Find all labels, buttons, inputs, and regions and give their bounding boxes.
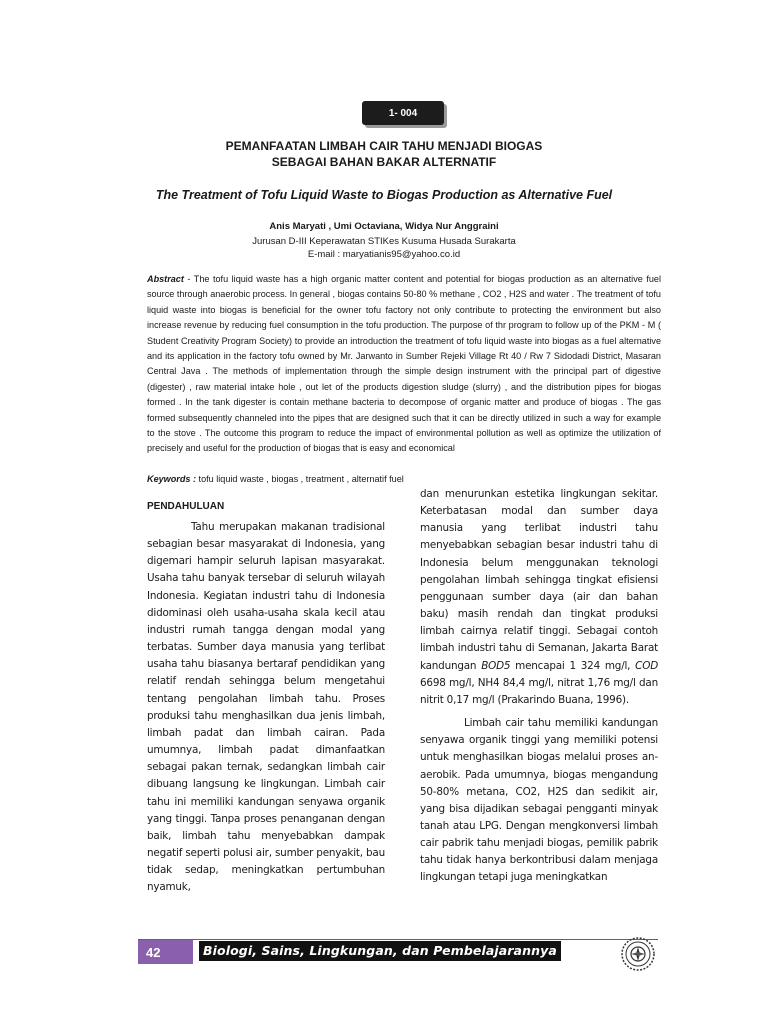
university-seal-icon <box>620 936 656 972</box>
page-number: 42 <box>138 940 193 964</box>
abstract <box>147 272 661 457</box>
section-heading: PENDAHULUAN <box>147 501 225 512</box>
affiliation: Jurusan D-III Keperawatan STIKes Kusuma Husada Surakarta <box>252 236 516 247</box>
abstract-text: - The tofu liquid waste has a high organic matter content and potential for biogas production as an alternative fuel source through anaerobic process. In general , biogas contains 50-80 % methane , CO2 , H2S and water . The treatment of tofu liquid waste into biogas is beneficial for the owner tofu factory not only contribute to protecting the environment but also increase revenue by reducing fuel consumption in the tofu production. The purpose of thr program to follow up of the PKM - M ( Student Creativity Program Society) to provide an introduction the treatment of tofu liquid waste into biogas as a fuel alternative and its application in the factory tofu owned by Mr. Jarwanto in Sumber Rejeki Village Rt 40 / Rw 7 Sidodadi District, Masaran Central Java . The methods of implementation through the simple design instrument with the principal part of digestive (digester) , raw material intake hole , out let of the products digestion sludge (slurry) , and the distribution pipes for biogas formed . In the tank digester is contain methane bacteria to decompose of organic matter and produce of biogas . The gas formed subsequently channeled into the pipes that are designed such that it can be directly utilized in such a way for example to the stove . The outcome this program to reduce the impact of environmental pollution as well as optimize the utilization of precisely and useful for the production of biogas that is easy and economical <box>147 274 661 454</box>
keywords <box>147 472 661 486</box>
footer-divider <box>138 939 658 940</box>
bod5-term: BOD5 <box>481 659 511 672</box>
article-code-badge: 1- 004 <box>362 101 444 125</box>
right-column <box>420 486 658 887</box>
article-title <box>100 138 668 170</box>
abstract-label: Abstract <box>147 274 184 284</box>
title-line-2: SEBAGAI BAHAN BAKAR ALTERNATIF <box>271 155 497 169</box>
title-line-1: PEMANFAATAN LIMBAH CAIR TAHU MENJADI BIOGAS <box>225 139 543 153</box>
right-paragraph-2: Limbah cair tahu memiliki kandungan senyawa organik tinggi yang memiliki potensi untuk menghasilkan biogas melalui proses an-aerobik. Pada umumnya, biogas mengandung 50-80% metana, CO2, H2S dan sedikit air, yang bisa dijadikan sebagai pengganti minyak tanah atau LPG. Dengan mengkonversi limbah cair pabrik tahu menjadi biogas, pemilik pabrik tahu tidak hanya berkontribusi dalam menjaga lingkungan tetapi juga meningkatkan <box>420 717 658 884</box>
left-column <box>147 519 385 896</box>
cod-term: COD <box>635 659 659 672</box>
right-p1-text-a: dan menurunkan estetika lingkungan sekitar. Keterbatasan modal dan sumber daya manusia yang terlibat industri tahu menyebabkan sebagian besar industri tahu di Indonesia belum menggunakan teknologi pengolahan limbah sehingga tingkat efisiensi penggunaan sumber daya (air dan bahan baku) masih rendah dan tingkat produksi limbah cairnya relatif tinggi. Sebagai contoh limbah industri tahu di Semanan, Jakarta Barat kandungan <box>420 488 658 672</box>
english-title: The Treatment of Tofu Liquid Waste to Biogas Production as Alternative Fuel <box>155 188 613 202</box>
right-p1-text-c: 6698 mg/l, NH4 84,4 mg/l, nitrat 1,76 mg/l dan nitrit 0,17 mg/l (Prakarindo Buana, 1996). <box>420 676 658 706</box>
right-paragraph-1 <box>420 486 658 709</box>
left-paragraph: Tahu merupakan makanan tradisional sebagian besar masyarakat di Indonesia, yang digemari hampir seluruh lapisan masyarakat. Usaha tahu banyak tersebar di seluruh wilayah Indonesia. Kegiatan industri tahu di Indonesia didominasi oleh usaha-usaha skala kecil atau industri rumah tangga dengan modal yang terbatas. Sumber daya manusia yang terlibat usaha tahu biasanya bertaraf pendidikan yang relatif rendah sehingga belum mengetahui tentang pengolahan limbah tahu. Proses produksi tahu menghasilkan dua jenis limbah, limbah padat dan limbah cairan. Pada umumnya, limbah padat dimanfaatkan sebagai pakan ternak, sedangkan limbah cair dibuang langsung ke lingkungan. Limbah cair tahu ini memiliki kandungan senyawa organik yang tinggi. Tanpa proses penanganan dengan baik, limbah tahu menyebabkan dampak negatif seperti polusi air, sumber penyakit, bau tidak sedap, meningkatkan pertumbuhan nyamuk, <box>147 521 385 894</box>
right-p1-text-b: mencapai 1 324 mg/l, <box>510 659 636 672</box>
email: E-mail : maryatianis95@yahoo.co.id <box>307 249 461 260</box>
journal-name: Biologi, Sains, Lingkungan, dan Pembelajarannya <box>199 941 561 961</box>
keywords-text: tofu liquid waste , biogas , treatment , alternatif fuel <box>196 474 404 484</box>
authors: Anis Maryati , Umi Octaviana, Widya Nur Anggraini <box>269 221 499 232</box>
keywords-label: Keywords : <box>147 474 197 484</box>
